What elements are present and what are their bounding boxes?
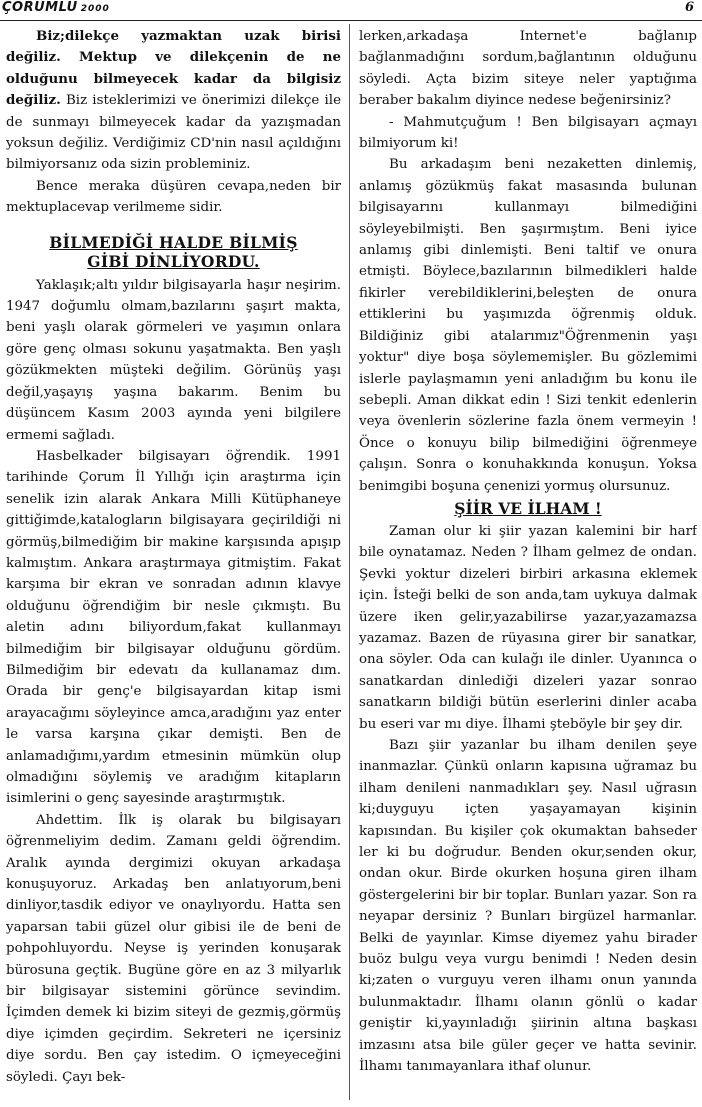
intro-rest-text: Biz isteklerimizi ve önerimizi dilekçe ile de sunmayı bilmeyecek kadar da yazışmadan yoksun değiliz. Verdiğimiz CD'nin nasıl açıldığını bilmiyorsanız oda sizin probleminiz.	[6, 93, 341, 173]
intro-bold-text: Biz;dilekçe yazmaktan uzak birisi değiliz. Mektup ve dilekçenin de ne olduğunu bilmeyecek kadar da bilgisiz değiliz.	[6, 28, 341, 109]
article-title-siir-ve-ilham: ŞİİR VE İLHAM !	[454, 498, 602, 518]
article-paragraph-3-continued: lerken,arkadaşa Internet'e bağlanıp bağlanmadığını sordum,bağlantının olduğunu söyledi. Açta bizim siteye neler yaptığıma beraber bakalım diyince nedese beğenirsiniz?	[359, 29, 697, 109]
column-divider	[349, 24, 350, 1100]
left-column	[6, 26, 341, 1102]
article-paragraph-3: Ahdettim. İlk iş olarak bu bilgisayarı öğrenmeliyim dedim. Zamanı geldi öğrendim. Aralık ayında dergimizi okuyan arkadaşa konuşuyoruz. Arkadaş ben anlatıyorum,beni dinliyor,tasdik ediyor ve onaylıyordu. Hatta sen yaparsan tabii güzel olur gibisi ile de beni de pohpohluyordu. Neyse iş yerinden konuşarak bürosuna geçtik. Bugüne göre en az 3 milyarlık bir bilgisayar sistemini görünce sevindim. İçimden demek ki bizim siteyi de gezmiş,görmüş diye içimden geçirdim. Sekreteri ne içersiniz diye sordu. Ben çay istedim. O içmeyeceğini söyledi. Çayı bek-	[6, 812, 341, 1085]
poetry-paragraph-1: Zaman olur ki şiir yazan kalemini bir harf bile oynatamaz. Neden ? İlham gelmez de ondan. Şevki yoktur dizeleri birbiri arkasına eklemek için. İsteği belki de son anda,tam uykuya dalmak üzere iken gelir,yazabilirse yazar,yazamazsa yazamaz. Bazen de rüyasına girer bir sanatkar, ona söyler. Oda can kulağı ile dinler. Uyanınca o sanatkardan dinlediği dizeleri yazar sonrao sanatkarın bildiği bütün eserlerini dinler acaba bu eseri var mı diye. İlhami şteböyle bir şey dir.	[359, 523, 697, 732]
masthead-title: ÇORUMLU	[2, 0, 78, 15]
masthead-year: 2000	[80, 4, 110, 14]
intro-paragraph-2: Bence meraka düşüren cevapa,neden bir mektuplacevap verilmeme sidir.	[6, 178, 341, 216]
article-paragraph-1: Yaklaşık;altı yıldır bilgisayarla haşır neşirim. 1947 doğumlu olmam,bazılarını şaşırt makta, beni yaşlı olarak görmeleri ve yaşımın onlara göre genç olması sokunu yaşatmakta. Ben yaşlı gözükmekten müşteki değilim. Görünüş yaşı değil,yaşayış yaşına bakarım. Benim bu düşüncem Kasım 2003 ayında yeni bilgilere ermemi sağladı.	[6, 277, 341, 443]
article-paragraph-2: Hasbelkader bilgisayarı öğrendik. 1991 tarihinde Çorum İl Yıllığı için araştırma için senelik izin alarak Ankara Milli Kütüphaneye gittiğimde,katalogların bilgisayara geçirildiği ni görmüş,bilmediğim bir makine karşısında apışıp kalmıştım. Ankara araştırmaya gitmiştim. Fakat karşıma bir ekran ve sonradan adının klavye olduğunu öğrendiğim bir nesle çıkmıştı. Bu aletin adını biliyordum,fakat kullanmayı bilmediğim bir bilgisayar olduğunu gördüm. Bilmediğim bir edevatı da kullanamaz dım. Orada bir genç'e bilgisayardan kitap ismi arayacağımı söyleyince amca,aradığını yaz enter le varsa karşına çıkar demişti. Ben de anlamadığımı,yardım etmesinin mümkün olup olmadığını söylemiş ve aradığım kitapların isimlerini o genç sayesinde araştırmıştık.	[6, 448, 341, 807]
page-header	[0, 0, 702, 21]
article-title-line-1: BİLMEDİĞİ HALDE BİLMİŞ	[49, 232, 298, 252]
article-paragraph-5: Bu arkadaşım beni nezaketten dinlemiş, anlamış gözükmüş fakat masasında bulunan bilgisayarını kullanmayı bilmediğini söyleyebilmişti. Ben şaşırmıştım. Beni iyice anlamış gibi dinlemişti. Beni taltif ve onura etmişti. Böylece,bazılarının bilmedikleri halde fikirler verebildiklerini,beleşten de onura ettiklerini bu yaşımızda öğrenmiş olduk. Bildiğiniz gibi atalarımız"Öğrenmenin yaşı yoktur" diye boşa söylememişler. Bu gözlemimi islerle paylaşmamın yeni anladığım bu konu ile sebepli. Aman dikkat edin ! Sizi tenkit edenlerin veya övenlerin sözlerine fazla önem vermeyin ! Önce o konuyu bilip bilmediğini öğrenmeye çalışın. Sonra o konuhakkında konuşun. Yoksa benimgibi boşuna çenenizi yormuş olursunuz.	[359, 157, 697, 494]
article-title-line-2: GİBİ DİNLİYORDU.	[87, 251, 260, 271]
page-number: 6	[684, 0, 694, 15]
poetry-paragraph-2: Bazı şiir yazanlar bu ilham denilen şeye inanmazlar. Çünkü onların kapısına uğramaz bu ilham denileni nanmadıkları şey. Nasıl uğrasın ki;duyguyu içten yaşayamayan kişinin kapısından. Bu kişiler çok okumaktan bahseder ler ki bu doğrudur. Benden okur,senden okur, ondan okur. Birde okurken hoşuna giren ilham göstergelerini bir bir toplar. Bunları yazar. Son ra neyapar dersiniz ? Bunları birgüzel harmanlar. Belki de yayınlar. Kimse diyemez yahu birader buöz bulgu veya vurgu benimdi ! Neden desin ki;zaten o vurguyu veren ilhamı onun yanında bulunmaktadır. İlhamı olanın gönlü o kadar geniştir ki,yayınladığı şiirinin altına başkası imzasını atsa bile güler geçer ve hatta sevinir. İlhamı tanımayanlara ithaf olunur.	[359, 738, 697, 1075]
right-column	[359, 26, 697, 1102]
article-title-bilmedigi	[6, 233, 341, 271]
masthead	[2, 0, 110, 15]
intro-paragraph	[6, 26, 341, 176]
article-paragraph-4: - Mahmutçuğum ! Ben bilgisayarı açmayı bilmiyorum ki!	[359, 114, 697, 152]
